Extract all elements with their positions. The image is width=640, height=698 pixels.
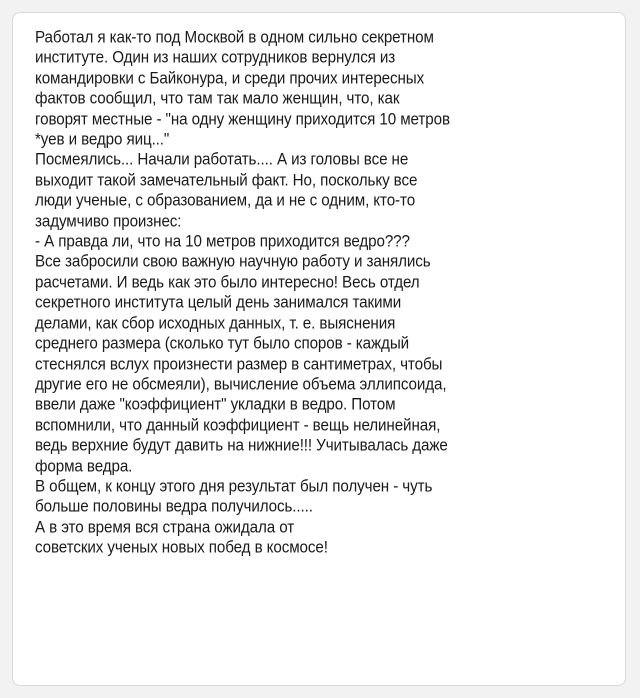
post-text — [35, 27, 623, 558]
text-line: командировки с Байконура, и среди прочих интересных — [35, 68, 425, 88]
text-line: - А правда ли, что на 10 метров приходится ведро??? — [35, 232, 410, 252]
text-line: люди ученые, с образованием, да и не с одним, кто-то — [35, 191, 416, 211]
text-line: Все забросили свою важную научную работу и занялись — [35, 252, 431, 272]
text-line: больше половины ведра получилось..... — [35, 497, 313, 517]
text-line: стеснялся вслух произнести размер в сантиметрах, чтобы — [35, 354, 443, 374]
text-line: говорят местные - "на одну женщину приходится 10 метров — [35, 109, 450, 129]
text-line: *уев и ведро яиц..." — [35, 130, 170, 150]
text-line: другие его не обсмеяли), вычисление объема эллипсоида, — [35, 375, 447, 395]
text-line: фактов сообщил, что там так мало женщин, что, как — [35, 89, 400, 109]
text-line: А в это время вся страна ожидала от — [35, 517, 295, 537]
text-line: В общем, к концу этого дня результат был получен - чуть — [35, 477, 433, 497]
text-line: делами, как сбор исходных данных, т. е. выяснения — [35, 313, 396, 333]
text-line: среднего размера (сколько тут было споров - каждый — [35, 334, 410, 354]
text-line: советских ученых новых побед в космосе! — [35, 538, 328, 558]
text-line: вспомнили, что данный коэффициент - вещь нелинейная, — [35, 415, 441, 435]
text-line: задумчиво произнес: — [35, 211, 182, 231]
text-line: Посмеялись... Начали работать.... А из головы все не — [35, 150, 409, 170]
text-line: Работал я как-то под Москвой в одном сильно секретном — [35, 28, 434, 48]
text-line: ввели даже "коэффициент" укладки в ведро. Потом — [35, 395, 396, 415]
text-line: расчетами. И ведь как это было интересно! Весь отдел — [35, 272, 420, 293]
text-line: ведь верхние будут давить на нижние!!! Учитывалась даже — [35, 436, 448, 456]
text-line: форма ведра. — [35, 456, 133, 476]
text-line: институте. Один из наших сотрудников вернулся из — [35, 48, 396, 68]
text-line: выходит такой замечательный факт. Но, поскольку все — [35, 170, 418, 191]
text-line: секретного института целый день занимался такими — [35, 293, 402, 313]
post-card — [12, 12, 626, 686]
